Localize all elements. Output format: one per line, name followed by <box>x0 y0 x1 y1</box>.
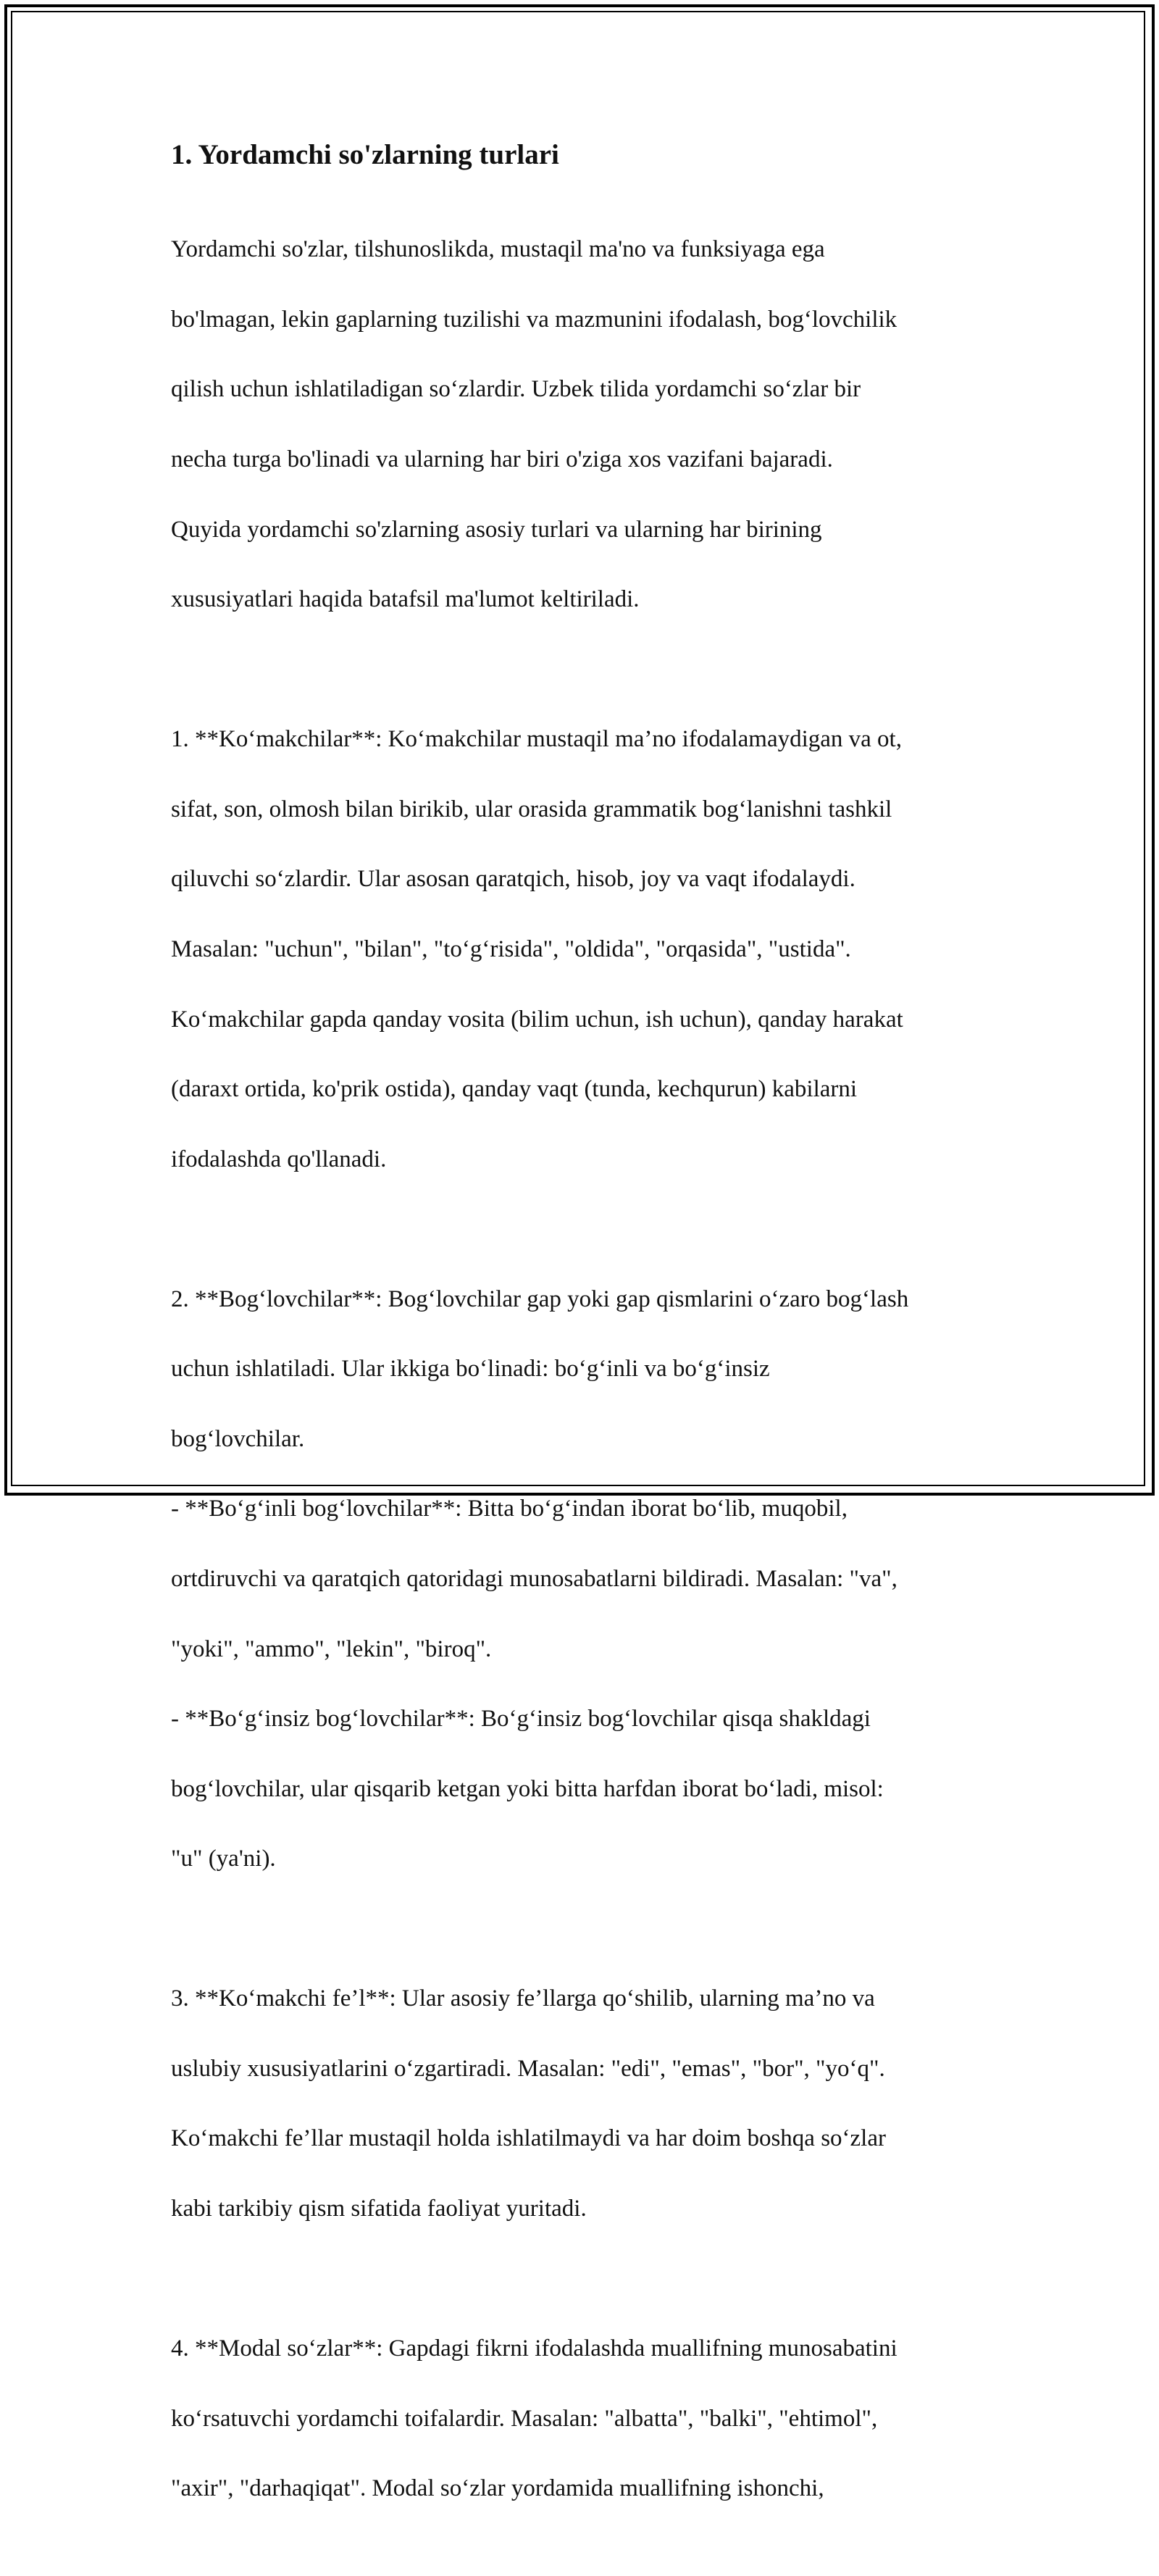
paragraph-boglovchilar <box>171 1246 1004 1912</box>
text-line: "axir", "darhaqiqat". Modal so‘zlar yordamida muallifning ishonchi, <box>171 2475 824 2502</box>
paragraph-komakchi-fel <box>171 1946 1004 2262</box>
paragraph-komakchilar <box>171 687 1004 1212</box>
paragraph-modal-sozlar <box>171 2296 1004 2541</box>
text-line: 3. **Ko‘makchi fe’l**: Ular asosiy fe’llarga qo‘shilib, ularning ma’no va <box>171 1985 875 2012</box>
text-line: - **Bo‘g‘inli bog‘lovchilar**: Bitta bo‘g‘indan iborat bo‘lib, muqobil, <box>171 1496 848 1522</box>
section-heading: 1. Yordamchi so'zlarning turlari <box>171 139 559 170</box>
text-line: qilish uchun ishlatiladigan so‘zlardir. Uzbek tilida yordamchi so‘zlar bir <box>171 376 861 403</box>
text-line: ortdiruvchi va qaratqich qatoridagi munosabatlarni bildiradi. Masalan: "va", <box>171 1565 898 1592</box>
paragraph-intro <box>171 197 1004 652</box>
text-line: "yoki", "ammo", "lekin", "biroq". <box>171 1635 492 1662</box>
text-line: uchun ishlatiladi. Ular ikkiga bo‘linadi: bo‘g‘inli va bo‘g‘insiz <box>171 1356 770 1383</box>
text-line: 2. **Bog‘lovchilar**: Bog‘lovchilar gap yoki gap qismlarini o‘zaro bog‘lash <box>171 1285 909 1312</box>
text-line: sifat, son, olmosh bilan birikib, ular orasida grammatik bog‘lanishni tashkil <box>171 796 892 822</box>
text-line: Quyida yordamchi so'zlarning asosiy turlari va ularning har birining <box>171 516 822 543</box>
text-line: 1. **Ko‘makchilar**: Ko‘makchilar mustaqil ma’no ifodalamaydigan va ot, <box>171 726 902 753</box>
text-line: "u" (ya'ni). <box>171 1846 276 1872</box>
text-line: uslubiy xususiyatlarini o‘zgartiradi. Masalan: "edi", "emas", "bor", "yo‘q". <box>171 2055 885 2082</box>
text-line: bo'lmagan, lekin gaplarning tuzilishi va mazmunini ifodalash, bog‘lovchilik <box>171 306 898 333</box>
text-line: ifodalashda qo'llanadi. <box>171 1146 387 1172</box>
text-line: Yordamchi so'zlar, tilshunoslikda, mustaqil ma'no va funksiyaga ega <box>171 236 825 263</box>
text-line: necha turga bo'linadi va ularning har biri o'ziga xos vazifani bajaradi. <box>171 446 833 473</box>
text-line: Ko‘makchilar gapda qanday vosita (bilim uchun, ish uchun), qanday harakat <box>171 1006 903 1033</box>
text-line: bog‘lovchilar, ular qisqarib ketgan yoki bitta harfdan iborat bo‘ladi, misol: <box>171 1775 884 1802</box>
text-line: 4. **Modal so‘zlar**: Gapdagi fikrni ifodalashda muallifning munosabatini <box>171 2335 898 2362</box>
text-line: ko‘rsatuvchi yordamchi toifalardir. Masalan: "albatta", "balki", "ehtimol", <box>171 2405 878 2432</box>
text-line: (daraxt ortida, ko'prik ostida), qanday vaqt (tunda, kechqurun) kabilarni <box>171 1076 858 1103</box>
text-line: Ko‘makchi fe’llar mustaqil holda ishlatilmaydi va har doim boshqa so‘zlar <box>171 2125 886 2152</box>
text-line: kabi tarkibiy qism sifatida faoliyat yuritadi. <box>171 2196 587 2222</box>
text-line: Masalan: "uchun", "bilan", "to‘g‘risida", "oldida", "orqasida", "ustida". <box>171 935 851 962</box>
text-line: qiluvchi so‘zlardir. Ular asosan qaratqich, hisob, joy va vaqt ifodalaydi. <box>171 866 855 893</box>
text-line: - **Bo‘g‘insiz bog‘lovchilar**: Bo‘g‘insiz bog‘lovchilar qisqa shakldagi <box>171 1706 871 1733</box>
text-line: bog‘lovchilar. <box>171 1425 305 1452</box>
text-line: xususiyatlari haqida batafsil ma'lumot keltiriladi. <box>171 586 640 613</box>
document-body <box>171 135 1004 2576</box>
